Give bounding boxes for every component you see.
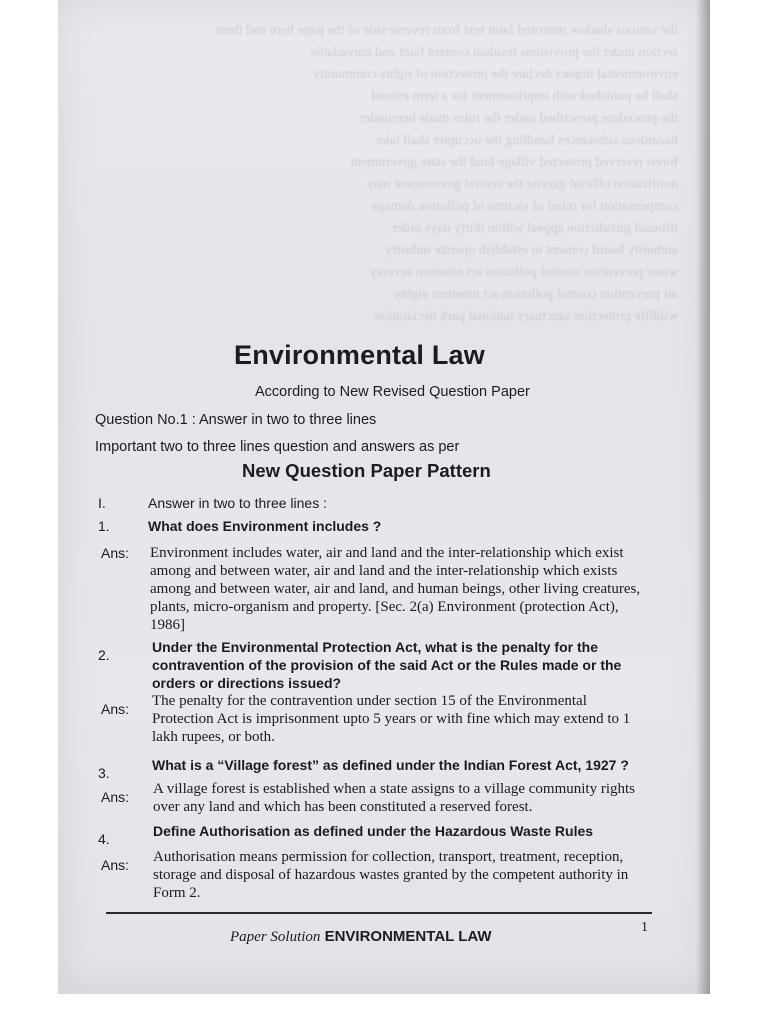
question-text: What does Environment includes ? bbox=[148, 518, 382, 534]
answer-text: Environment includes water, air and land and the inter-relationship which exist among and between water, air and land and the inter-relationship which exists among and between water, air and land, and human beings, other living creatures, plants, micro-organism and property. [Sec. 2(a) Environment (protection Act), 1986] bbox=[150, 545, 641, 633]
footer bbox=[230, 928, 492, 946]
answer-text: Authorisation means permission for collection, transport, treatment, reception, storage and disposal of hazardous wastes granted by the competent authority in Form 2. bbox=[153, 849, 629, 901]
item-marker: 1. bbox=[98, 518, 110, 534]
important-line: Important two to three lines question and answers as per bbox=[95, 439, 460, 455]
section-heading-text: Answer in two to three lines : bbox=[148, 495, 327, 511]
bleed-through-text: the various shadow mirrored faint text from reverse side of the page here and there section under the provisions residual content faint and unreadable environmental impact declare the protection of rights community shall be punished with imprisonment for a term extend the procedure prescribed under the rules made hereunder hazardous substances handling the occupier shall take forest reserved protected village land the state government notification official gazette the central government may compensation for relief of victims of pollution damage tribunal jurisdiction appeal within thirty days order authority board consent to establish operate industry water prevention control pollution act nineteen seventy air prevention control pollution act nineteen eighty wildlife protection sanctuary national park declaration bbox=[214, 23, 678, 324]
footer-rule bbox=[106, 912, 652, 914]
page-number: 1 bbox=[641, 920, 648, 935]
pattern-heading: New Question Paper Pattern bbox=[242, 460, 491, 481]
question-text: What is a “Village forest” as defined under the Indian Forest Act, 1927 ? bbox=[152, 757, 629, 773]
answer-marker: Ans: bbox=[101, 789, 130, 805]
background-right bbox=[709, 0, 768, 1024]
answer-marker: Ans: bbox=[101, 545, 130, 561]
answer-marker: Ans: bbox=[101, 701, 130, 717]
footer-bold: ENVIRONMENTAL LAW bbox=[324, 928, 492, 945]
question-line: Question No.1 : Answer in two to three lines bbox=[95, 412, 377, 428]
question-text: Define Authorisation as defined under the Hazardous Waste Rules bbox=[153, 823, 594, 839]
item-marker: I. bbox=[98, 495, 106, 511]
footer-italic: Paper Solution bbox=[230, 929, 321, 945]
question-text: Under the Environmental Protection Act, what is the penalty for the contravention of the provision of the said Act or the Rules made or the orders or directions issued? bbox=[152, 639, 622, 691]
item-marker: 2. bbox=[98, 647, 110, 663]
item-marker: 4. bbox=[98, 831, 110, 847]
answer-text: A village forest is established when a state assigns to a village community rights over any land and which has been constituted a reserved forest. bbox=[153, 781, 635, 815]
answer-marker: Ans: bbox=[101, 857, 130, 873]
page-content bbox=[58, 0, 710, 994]
document-page bbox=[58, 0, 710, 994]
page-title: Environmental Law bbox=[234, 340, 485, 370]
subtitle: According to New Revised Question Paper bbox=[255, 384, 530, 400]
item-marker: 3. bbox=[98, 765, 110, 781]
answer-text: The penalty for the contravention under section 15 of the Environmental Protection Act is imprisonment upto 5 years or with fine which may extend to 1 lakh rupees, or both. bbox=[152, 693, 631, 745]
